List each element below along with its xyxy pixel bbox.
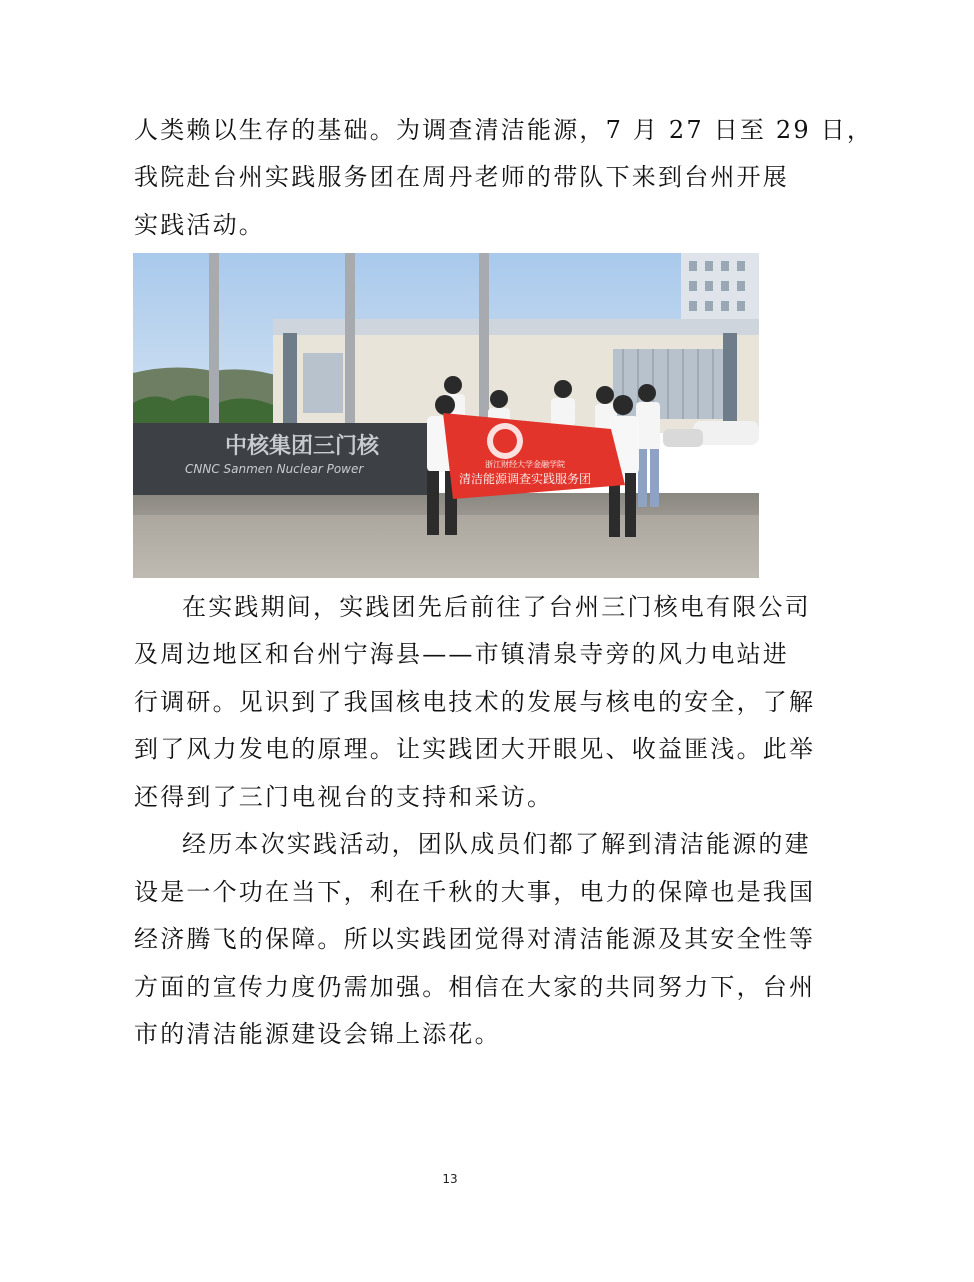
sign-text-en: CNNC Sanmen Nuclear Power: [185, 462, 364, 476]
building-pillar: [283, 333, 297, 433]
practice-line-4: 到了风力发电的原理。让实践团大开眼见、收益匪浅。此举: [134, 735, 816, 763]
flagpole: [209, 253, 219, 423]
intro-line-2: 我院赴台州实践服务团在周丹老师的带队下来到台州开展: [134, 163, 789, 191]
conclusion-line-2: 设是一个功在当下，利在千秋的大事，电力的保障也是我国: [134, 878, 816, 906]
conclusion-line-5: 市的清洁能源建设会锦上添花。: [134, 1020, 501, 1048]
flagpole: [479, 253, 489, 423]
banner-text-line2: 清洁能源调查实践服务团: [459, 472, 592, 486]
conclusion-line-1: 经历本次实践活动，团队成员们都了解到清洁能源的建: [182, 830, 811, 858]
intro-line-1: 人类赖以生存的基础。为调查清洁能源，7 月 27 日至 29 日，: [134, 116, 874, 144]
practice-line-3: 行调研。见识到了我国核电技术的发展与核电的安全，了解: [134, 688, 816, 716]
flagpole: [345, 253, 355, 423]
conclusion-line-3: 经济腾飞的保障。所以实践团觉得对清洁能源及其安全性等: [134, 925, 816, 953]
practice-line-1: 在实践期间，实践团先后前往了台州三门核电有限公司: [182, 593, 811, 621]
practice-line-2: 及周边地区和台州宁海县——市镇清泉寺旁的风力电站进: [134, 640, 789, 668]
group-photo-illustration: [133, 253, 759, 578]
conclusion-line-4: 方面的宣传力度仍需加强。相信在大家的共同努力下，台州: [134, 973, 816, 1001]
intro-line-3: 实践活动。: [134, 211, 265, 239]
page-number: 13: [442, 1172, 458, 1186]
building-pillar: [723, 333, 737, 433]
banner-text-line1: 浙江财经大学金融学院: [485, 460, 565, 469]
practice-line-5: 还得到了三门电视台的支持和采访。: [134, 783, 554, 811]
parked-car: [663, 429, 703, 447]
sign-text-cn: 中核集团三门核: [225, 434, 380, 459]
group-photo: [133, 253, 759, 578]
